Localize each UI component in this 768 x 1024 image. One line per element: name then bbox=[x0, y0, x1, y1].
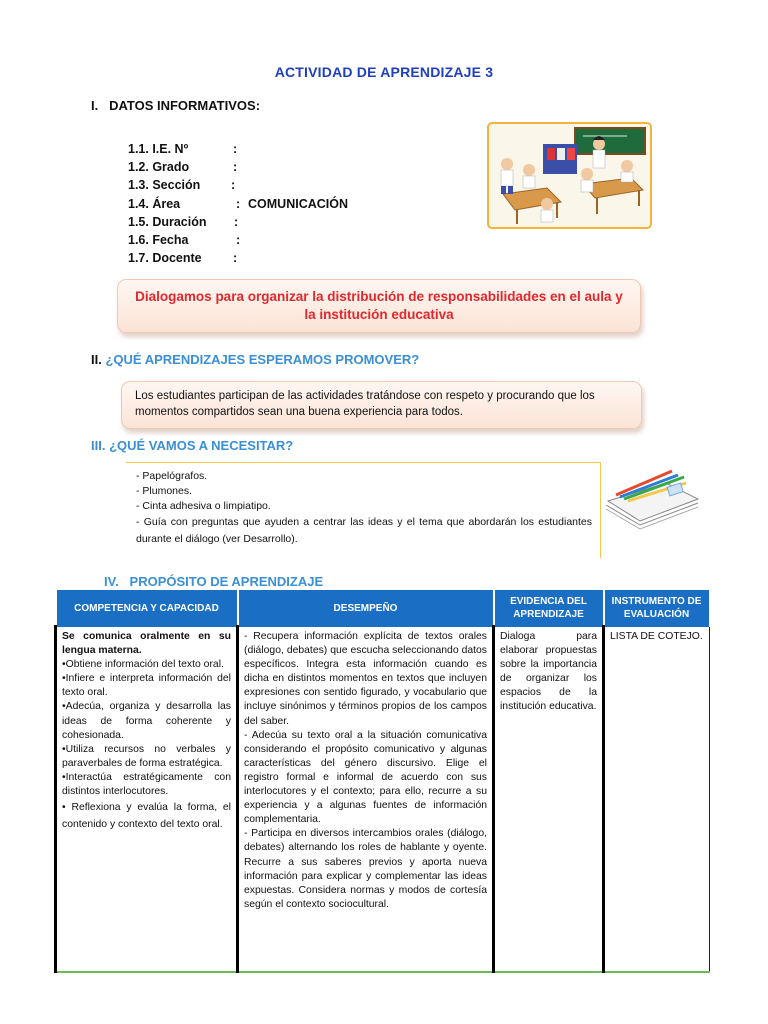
competencia-title: Se comunica oralmente en su lengua materna. bbox=[62, 631, 231, 657]
dato-colon: : bbox=[233, 251, 238, 266]
section-title: DATOS INFORMATIVOS: bbox=[109, 98, 261, 113]
material-item: - Guía con preguntas que ayuden a centrar las ideas y el tema que abordarán los estudiantes durante el diálogo (ver Desarrollo). bbox=[136, 516, 592, 545]
theme-banner bbox=[117, 279, 641, 333]
dato-row bbox=[128, 231, 241, 249]
paper-pencils-illustration bbox=[602, 455, 702, 531]
section-heading-proposito bbox=[104, 574, 323, 589]
dato-row bbox=[128, 249, 238, 267]
section-heading-aprendizajes bbox=[91, 352, 419, 367]
dato-label: 1.3. Sección bbox=[128, 178, 201, 193]
evidencia-text: Dialoga para elaborar propuestas sobre la importancia de organizar los espacios de la institución educativa. bbox=[500, 631, 597, 713]
materials-box bbox=[126, 462, 601, 558]
dato-label: 1.1. I.E. Nº bbox=[128, 142, 189, 156]
learning-goal-box bbox=[121, 381, 642, 429]
dato-value: COMUNICACIÓN bbox=[248, 196, 348, 211]
dato-colon: : bbox=[231, 178, 236, 193]
dato-label: 1.4. Área bbox=[128, 196, 181, 211]
dato-row bbox=[128, 213, 239, 231]
dato-label: 1.6. Fecha bbox=[128, 232, 189, 247]
materials-list bbox=[136, 469, 592, 548]
section-number: III. bbox=[91, 438, 106, 453]
datos-informativos-list bbox=[128, 140, 348, 267]
header-desempeno: DESEMPEÑO bbox=[238, 591, 494, 627]
cell-evidencia bbox=[494, 626, 604, 972]
dato-label: 1.5. Duración bbox=[128, 214, 207, 229]
header-competencia: COMPETENCIA Y CAPACIDAD bbox=[56, 591, 238, 627]
cell-desempeno bbox=[238, 626, 494, 972]
dato-colon: : bbox=[236, 196, 241, 211]
capacidad-item: • Reflexiona y evalúa la forma, el contenido y contexto del texto oral. bbox=[62, 802, 231, 831]
section-heading-datos bbox=[91, 98, 260, 113]
dato-colon: : bbox=[236, 232, 241, 247]
dato-row bbox=[128, 195, 348, 213]
cell-instrumento bbox=[604, 626, 710, 972]
dato-row bbox=[128, 140, 238, 158]
dato-colon: : bbox=[233, 160, 238, 175]
table-row bbox=[56, 626, 710, 972]
material-item: - Plumones. bbox=[136, 485, 193, 497]
table-header-row bbox=[56, 591, 710, 627]
section-heading-necesitar bbox=[91, 438, 293, 453]
dato-row bbox=[128, 158, 238, 176]
dato-colon: : bbox=[234, 214, 239, 229]
capacidad-item: •Adecúa, organiza y desarrolla las ideas de forma coherente y cohesionada. bbox=[62, 701, 231, 741]
instrumento-text: LISTA DE COTEJO. bbox=[610, 631, 703, 642]
theme-title: Dialogamos para organizar la distribución de responsabilidades en el aula y la institución educativa bbox=[135, 289, 623, 322]
learning-goal-text: Los estudiantes participan de las actividades tratándose con respeto y procurando que los momentos compartidos sean una buena experiencia para todos. bbox=[135, 390, 595, 418]
desempeno-item: - Adecúa su texto oral a la situación comunicativa considerando el propósito comunicativo y algunas características del género discursivo. Elige el registro formal e informal de acuerdo con sus interlocutores y el contexto; para ello, recurre a su experiencia y a algunas fuentes de información complementaria. bbox=[244, 729, 487, 826]
dato-row bbox=[128, 176, 236, 194]
capacidad-item: •Infiere e interpreta información del texto oral. bbox=[62, 673, 231, 699]
section-number: I. bbox=[91, 98, 99, 113]
capacidad-item: •Obtiene información del texto oral. bbox=[62, 659, 224, 671]
desempeno-item: - Recupera información explícita de textos orales (diálogo, debates) que escucha seleccionando datos específicos. Integra esta información cuando es dicha en distintos momentos en textos que incluyen expresiones con sentido figurado, y vocabulario que incluye sinónimos y términos propios de los campos del saber. bbox=[244, 631, 487, 727]
section-title: ¿QUÉ VAMOS A NECESITAR? bbox=[109, 438, 294, 453]
section-title: PROPÓSITO DE APRENDIZAJE bbox=[129, 574, 324, 589]
page-title: ACTIVIDAD DE APRENDIZAJE 3 bbox=[274, 64, 494, 80]
purpose-table bbox=[54, 590, 711, 973]
section-number: IV. bbox=[104, 574, 119, 589]
desempeno-item: - Participa en diversos intercambios orales (diálogo, debates) alternando los roles de hablante y oyente. Recurre a sus saberes previos y aporta nueva información para explicar y complementar las ideas expuestas. Considera normas y modos de cortesía según el contexto sociocultural. bbox=[244, 828, 487, 910]
section-title: ¿QUÉ APRENDIZAJES ESPERAMOS PROMOVER? bbox=[105, 352, 420, 367]
section-number: II. bbox=[91, 352, 102, 367]
dato-colon: : bbox=[233, 142, 238, 156]
capacidad-item: •Interactúa estratégicamente con distintos interlocutores. bbox=[62, 771, 231, 798]
dato-label: 1.7. Docente bbox=[128, 251, 202, 266]
capacidad-item: •Utiliza recursos no verbales y paraverbales de forma estratégica. bbox=[62, 743, 231, 769]
header-evidencia: EVIDENCIA DEL APRENDIZAJE bbox=[494, 591, 604, 627]
material-item: - Cinta adhesiva o limpiatipo. bbox=[136, 500, 271, 512]
dato-label: 1.2. Grado bbox=[128, 160, 190, 175]
cell-competencia bbox=[56, 626, 238, 972]
material-item: - Papelógrafos. bbox=[136, 470, 208, 482]
classroom-illustration bbox=[487, 122, 652, 229]
header-instrumento: INSTRUMENTO DE EVALUACIÓN bbox=[604, 591, 710, 627]
